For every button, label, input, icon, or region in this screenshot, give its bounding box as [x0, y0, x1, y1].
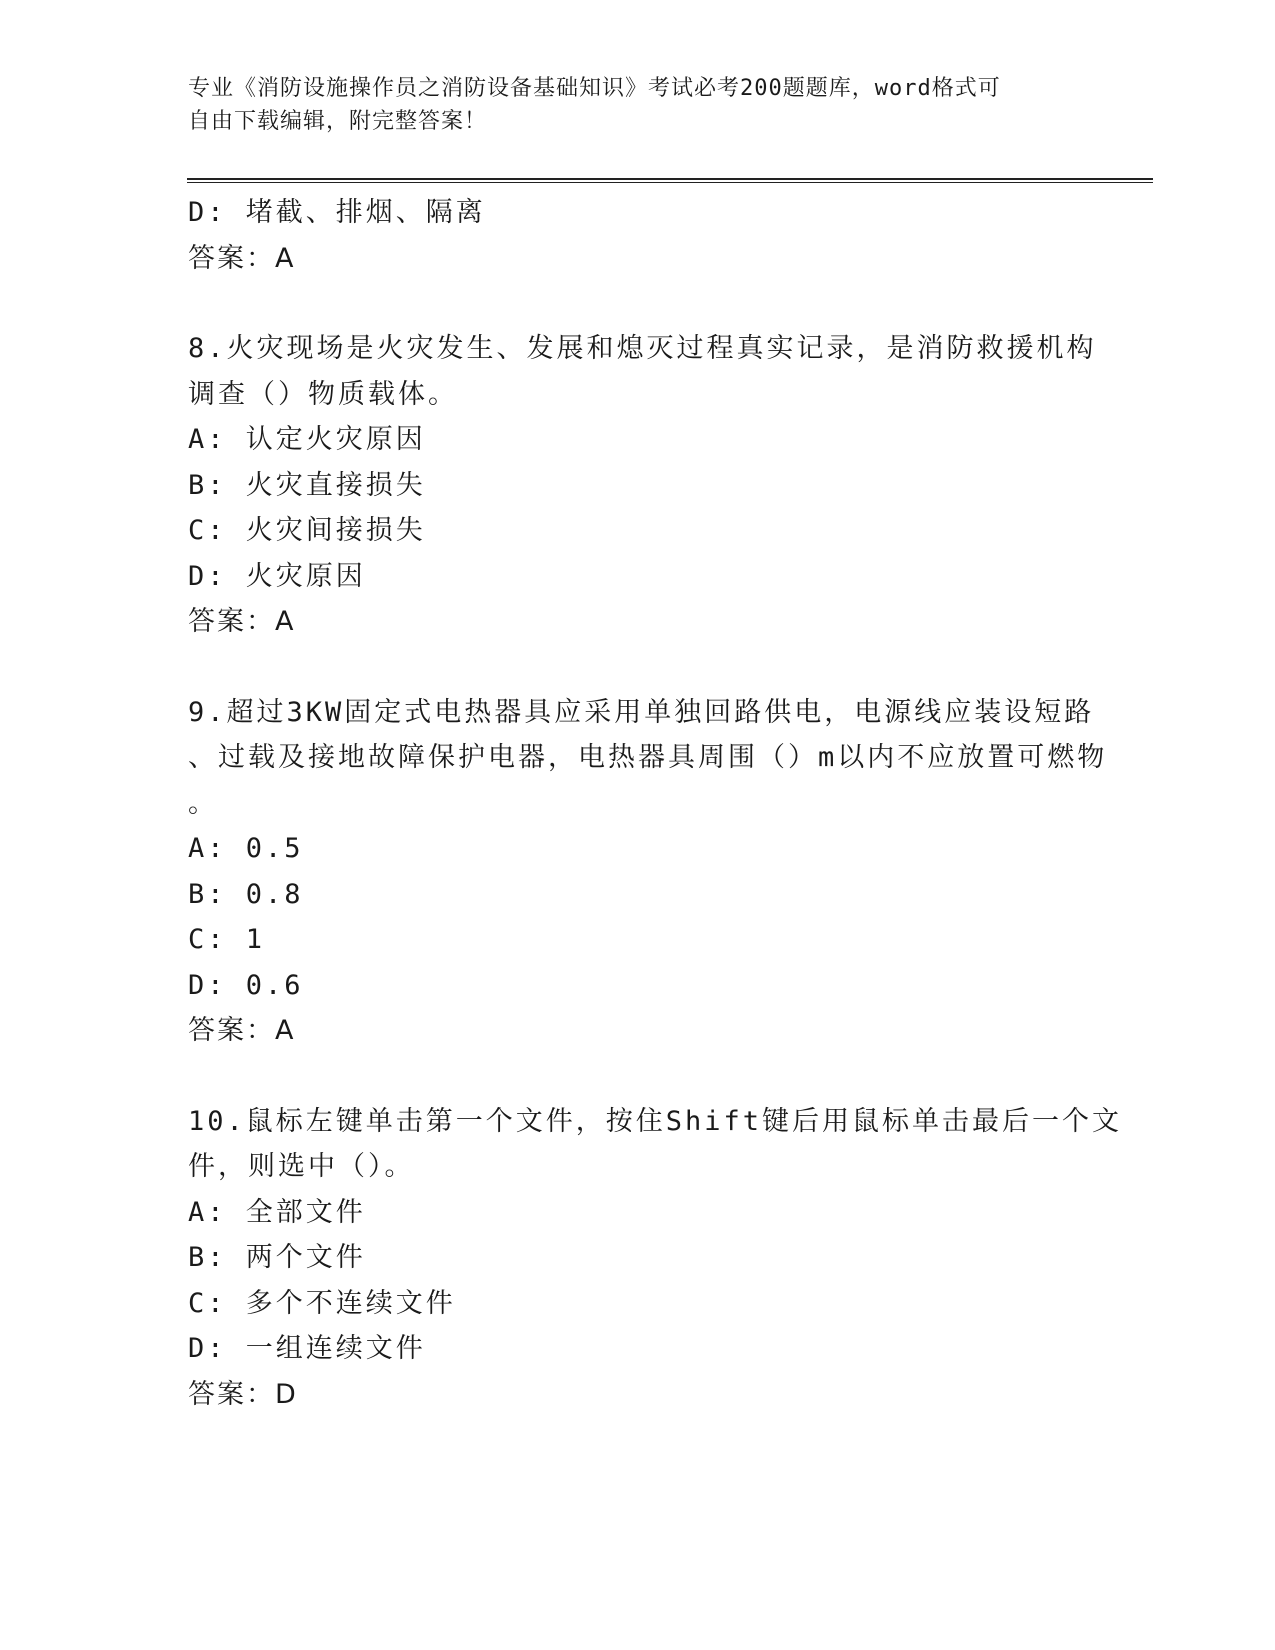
header-line-1: 专业《消防设施操作员之消防设备基础知识》考试必考200题题库，word格式可 [188, 76, 1001, 101]
question-text: 8.火灾现场是火灾发生、发展和熄灭过程真实记录，是消防救援机构 [188, 333, 1097, 364]
answer-line: 答案：A [188, 242, 296, 274]
answer-line: 答案：A [188, 606, 296, 637]
option-d: D: 火灾原因 [188, 560, 366, 592]
question-10 [188, 1099, 1123, 1418]
option-c: C: 1 [188, 924, 266, 955]
option-a: A: 0.5 [188, 833, 304, 864]
document-header [188, 72, 1088, 138]
question-list [188, 190, 1123, 1417]
question-text: 9.超过3KW固定式电热器具应采用单独回路供电，电源线应装设短路 [188, 696, 1095, 728]
option-b: B: 火灾直接损失 [188, 469, 426, 501]
answer-line: 答案：A [188, 1015, 296, 1046]
question-9 [188, 690, 1108, 1054]
option-d: D: 堵截、排烟、隔离 [188, 197, 486, 228]
option-b: B: 两个文件 [188, 1242, 366, 1273]
question-text: 调查（）物质载体。 [188, 378, 458, 410]
header-divider [187, 178, 1153, 183]
answer-line: 答案：D [188, 1378, 298, 1410]
header-line-2: 自由下载编辑，附完整答案！ [188, 109, 488, 134]
option-a: A: 全部文件 [188, 1196, 366, 1228]
previous-question-tail [188, 190, 1108, 281]
option-c: C: 火灾间接损失 [188, 515, 426, 546]
option-a: A: 认定火灾原因 [188, 424, 426, 455]
question-text: 、过载及接地故障保护电器，电热器具周围（）m以内不应放置可燃物 [188, 742, 1108, 773]
question-text: 10.鼠标左键单击第一个文件，按住Shift键后用鼠标单击最后一个文 [188, 1105, 1123, 1137]
question-text: 。 [188, 787, 218, 819]
option-c: C: 多个不连续文件 [188, 1287, 456, 1319]
option-d: D: 0.6 [188, 969, 304, 1001]
option-b: B: 0.8 [188, 878, 304, 910]
option-d: D: 一组连续文件 [188, 1333, 426, 1364]
question-text: 件，则选中（）。 [188, 1151, 415, 1182]
question-8 [188, 326, 1108, 645]
